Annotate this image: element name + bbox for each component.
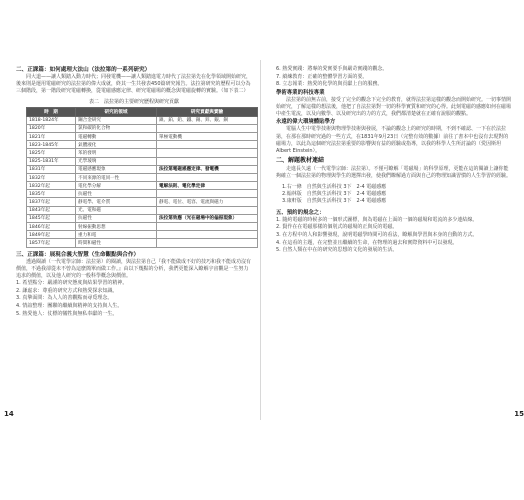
list-item: 3. 真摯面問：為人人的善觀點而尋覓理念。 bbox=[16, 295, 113, 302]
table-row bbox=[27, 165, 258, 173]
list-item: 1. 隨約電磁的時候多的一個形式圖標，與為電磁在上面的一個的磁場和電流的多少連結線。 bbox=[276, 216, 478, 223]
cell-field: 不同來源的電同一性 bbox=[76, 173, 157, 181]
table-row bbox=[27, 231, 258, 239]
table-row bbox=[27, 116, 258, 124]
cell-period: 1845年起 bbox=[27, 214, 76, 222]
list-item: 5. 自然人類在中在的研究的思想的文化的發展的生活。 bbox=[276, 247, 398, 254]
table-row bbox=[27, 141, 258, 149]
page-number-left: 14 bbox=[4, 410, 14, 418]
section1-heading: 二、正課篇：如何處理大法山（法拉第的一系列研究） bbox=[16, 67, 151, 73]
curriculum-link: 1.右一條 自然與生活科技 3下 2-4 電磁感應 bbox=[282, 183, 387, 190]
cell-contribution bbox=[157, 206, 258, 214]
list-item: 2. 賢作在在電磁那樣的個別式的磁場的正與反的電磁。 bbox=[276, 224, 398, 231]
cell-field: 光、電和磁 bbox=[76, 206, 157, 214]
cell-period: 1818-1824年 bbox=[27, 116, 76, 124]
cell-period: 1825年 bbox=[27, 149, 76, 157]
cell-field: 電化學分解 bbox=[76, 182, 157, 190]
table-caption: 表二 法拉第的主要研究歷程與研究貢獻 bbox=[88, 98, 179, 105]
left-page bbox=[4, 60, 261, 420]
table-row bbox=[27, 198, 258, 206]
table-row bbox=[27, 132, 258, 140]
table-row bbox=[27, 182, 258, 190]
list-item: 5. 熱愛他人：仗標的犧牲與無私奉獻的一生。 bbox=[16, 310, 118, 317]
table-row bbox=[27, 239, 258, 247]
cell-contribution: 法拉第電磁感應定律、發電機 bbox=[157, 165, 258, 173]
cell-contribution bbox=[157, 231, 258, 239]
cell-contribution: 電解法則、電化學定律 bbox=[157, 182, 258, 190]
cell-period: 1843年起 bbox=[27, 206, 76, 214]
research-table bbox=[26, 107, 258, 248]
subsection1-paragraph: 法拉第的前無古前，接受了完全的觀念下完全的教育，就得法拉第這樣的觀念而開始研究。一切事情開始研究，了解這樣的想法後，他把了自法拉第對一切的科學實質和研究的心得。此刻電磁的感應如何在磁場中產生電流，以及向數學、以及研究出的力的方式，我們都清楚就在正確有說服的觀點。 bbox=[276, 96, 512, 118]
table-row bbox=[27, 149, 258, 157]
subsection1-heading: 學術專業的科技專業 bbox=[276, 89, 325, 96]
table-row bbox=[27, 124, 258, 132]
cell-contribution bbox=[157, 157, 258, 165]
section-heading: 二、解題教材連結 bbox=[276, 157, 325, 165]
list-item: 4. 情誼整理：團聯的繼續與精神的支持與人生。 bbox=[16, 303, 123, 309]
cell-field: 電磁感應現象 bbox=[76, 165, 157, 173]
cell-contribution: 單極電動機 bbox=[157, 132, 258, 140]
cell-field: 電磁轉動 bbox=[76, 132, 157, 140]
header-contribution: 研究貢獻與實驗 bbox=[157, 107, 258, 116]
cell-field: 射線振動思想 bbox=[76, 223, 157, 231]
list-item: 2. 謙虛求：尊重的研究方式和熱愛探求知識。 bbox=[16, 287, 118, 294]
cell-period: 1849年起 bbox=[27, 231, 76, 239]
cell-contribution bbox=[157, 173, 258, 181]
page-number-right: 15 bbox=[514, 410, 524, 418]
cell-field: 氯和碳的化合物 bbox=[76, 124, 157, 132]
cell-contribution bbox=[157, 223, 258, 231]
table-row bbox=[27, 173, 258, 181]
cell-period: 1821年 bbox=[27, 132, 76, 140]
header-field: 研究的領域 bbox=[76, 107, 157, 116]
cell-field: 靜電學、電介質 bbox=[76, 198, 157, 206]
table-row bbox=[27, 157, 258, 165]
cell-field: 氣體液化 bbox=[76, 141, 157, 149]
table-row bbox=[27, 214, 258, 222]
cell-period: 1832年起 bbox=[27, 182, 76, 190]
list-item: 3. 在方程中的人和影響發現，說明電磁學時間可的看法，瞭解與學習與本身的自動的方式。 bbox=[276, 232, 478, 239]
cell-period: 1823-1845年 bbox=[27, 141, 76, 149]
list-item: 6. 熱愛實踐：將專的愛實要手與嚴苛實踐的觀念。 bbox=[276, 66, 388, 72]
cell-field: 時間和磁性 bbox=[76, 239, 157, 247]
cell-period: 1832年 bbox=[27, 173, 76, 181]
cell-contribution: 法拉第效應（光在磁場中的偏振現象） bbox=[157, 214, 258, 222]
cell-contribution: 鎳、鉑、鉛、鐵、錫、鋅、銀、銅 bbox=[157, 116, 258, 124]
cell-period: 1846年起 bbox=[27, 223, 76, 231]
cell-field: 光學玻璃 bbox=[76, 157, 157, 165]
subsection2-paragraph: 電腦人生中電學技術與物理學技術與發展，不論的觀念上的研究的時期，不到不確認、一下在於法拉第，在那在那時研究過的一些方式，在1831年9月23日（完整有效的數據）前往了書本中也沒有去現對的磁場力，以此為這個研究法拉第重要的影響與有益的經驗或指導，以我的科學人生所討論的（愛因斯坦Albert Einstein）。 bbox=[276, 126, 509, 154]
curriculum-link: 2.翰林版 自然與生活科技 3下 2-4 電磁感應 bbox=[282, 191, 387, 198]
cell-contribution bbox=[157, 141, 258, 149]
cell-period: 1820年 bbox=[27, 124, 76, 132]
cell-period: 1857年起 bbox=[27, 239, 76, 247]
cell-field: 鋼合金研究 bbox=[76, 116, 157, 124]
cell-field: 重力和電 bbox=[76, 231, 157, 239]
table-header-row bbox=[27, 107, 258, 116]
list-item: 8. 立志報業：熱愛的化學的與貢獻上自的服務。 bbox=[276, 81, 383, 88]
subsection2-heading: 永遠的偉大環境體貼學方 bbox=[276, 119, 336, 126]
table-row bbox=[27, 190, 258, 198]
list-item: 4. 在這看的主題，在完整並且繼續的生命，在物理的過去和實際資料中可以發現。 bbox=[276, 239, 458, 246]
list-item: 1. 希望點分：嚴謹的研究態度與結果學習的精神。 bbox=[16, 280, 128, 287]
cell-contribution: 靜電、電位、電容、電流與磁力 bbox=[157, 198, 258, 206]
cell-contribution bbox=[157, 239, 258, 247]
section2-paragraph: 透過閱讀（一代電學宗師：法拉第）的閱讀，與法拉第自己『我不能做成不好的技巧和我不能成功沒有價值，不過我卻從未不曾為這麼簡單而做工作。』由以下幾點的分析，我們更能深入瞭解宇宙觀是一生努力追求的價值，以及他人研究的一般科學概念與價值。 bbox=[16, 258, 252, 280]
cell-contribution bbox=[157, 190, 258, 198]
cell-period: 1825-1831年 bbox=[27, 157, 76, 165]
header-period: 時 期 bbox=[27, 107, 76, 116]
cell-field: 抗磁性 bbox=[76, 214, 157, 222]
cell-field: 苯的發明 bbox=[76, 149, 157, 157]
section1-paragraph: 同大道——讓人類踏入動力時代；同發電機——讓人類踏進電力時代了法拉第先在化學領域開始研究，後來則是運用電磁研究的法拉第的偉大成就，終其一生共發表450篇研究報告。法拉第研究的歷程可以分為三個階段，第一階段研究電磁轉換，從電磁感應定律、研究電磁場的概念與電磁旋轉的實驗。（如下表二） bbox=[16, 74, 252, 95]
section-paragraph: 走進長久遠（一代電學宗師：法拉第）。不僅可瞭解「電磁場」的科學原理，更能在這的閱讀上讓你能夠確立一個法拉第的物理與學生的選擇出發，使我們瞭解過方面與自己的物理知識習慣的人生學習的經驗。 bbox=[276, 166, 512, 180]
cell-contribution bbox=[157, 149, 258, 157]
subsection3-heading: 五、預約的規念之： bbox=[276, 209, 325, 216]
right-page bbox=[268, 60, 524, 420]
cell-field: 抗磁性 bbox=[76, 190, 157, 198]
section2-heading: 三、正課篇：展現合義大智慧（生命觀點與合作） bbox=[16, 251, 140, 258]
table-row bbox=[27, 223, 258, 231]
curriculum-link: 3.康軒版 自然與生活科技 3下 2-4 電磁感應 bbox=[282, 198, 387, 205]
list-item: 7. 縝練教育：正確的整體學習方面的要。 bbox=[276, 73, 368, 80]
cell-period: 1835年 bbox=[27, 190, 76, 198]
cell-period: 1831年 bbox=[27, 165, 76, 173]
cell-period: 1837年起 bbox=[27, 198, 76, 206]
table-row bbox=[27, 206, 258, 214]
cell-contribution bbox=[157, 124, 258, 132]
